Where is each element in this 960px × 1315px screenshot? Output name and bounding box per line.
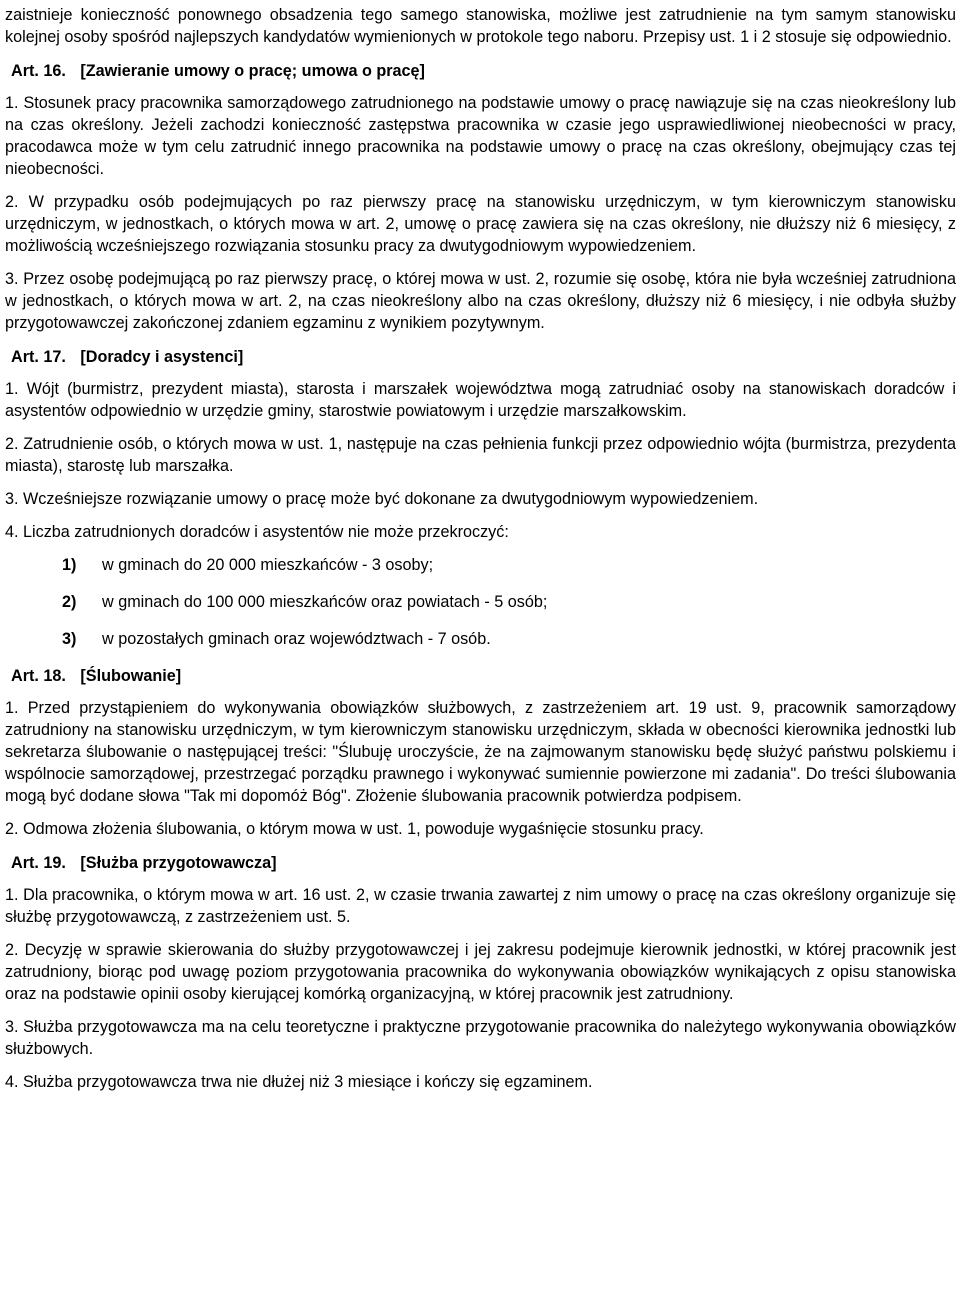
article-title: [Doradcy i asystenci] [80,348,244,366]
article-19 [5,852,956,1093]
article-17 [5,346,956,650]
list-item-number: 3) [62,630,77,648]
article-number: Art. 17. [11,348,66,366]
list-item [62,628,956,650]
article-paragraph: 3. Służba przygotowawcza ma na celu teoretyczne i praktyczne przygotowanie pracownika do należytego wykonywania obowiązków służbowych. [5,1018,956,1058]
article-paragraph: 1. Stosunek pracy pracownika samorządowego zatrudnionego na podstawie umowy o pracę nawiązuje się na czas nieokreślony lub na czas określony. Jeżeli zachodzi konieczność zastępstwa pracownika w czasie jego usprawiedliwionej nieobecności w pracy, pracodawca może w tym celu zatrudnić innego pracownika na podstawie umowy o pracę na czas określony, obejmujący czas tej nieobecności. [5,94,956,178]
article-title: [Zawieranie umowy o pracę; umowa o pracę] [80,62,425,80]
article-paragraph: 2. W przypadku osób podejmujących po raz pierwszy pracę na stanowisku urzędniczym, w tym kierowniczym stanowisku urzędniczym, w jednostkach, o których mowa w art. 2, umowę o pracę zawiera się na czas określony, nie dłuższy niż 6 miesięcy, z możliwością wcześniejszego rozwiązania stosunku pracy za dwutygodniowym wypowiedzeniem. [5,193,956,255]
list-item-number: 2) [62,593,77,611]
article-paragraph: 2. Decyzję w sprawie skierowania do służby przygotowawczej i jej zakresu podejmuje kierownik jednostki, w której pracownik jest zatrudniony, biorąc pod uwagę poziom przygotowania pracownika do wykonywania obowiązków wynikających z opisu stanowiska oraz na podstawie opinii osoby kierującej komórką organizacyjną, w której pracownik jest zatrudniony. [5,941,956,1003]
article-title: [Służba przygotowawcza] [80,854,277,872]
article-heading [5,60,956,82]
list-item-text: w gminach do 100 000 mieszkańców oraz powiatach - 5 osób; [102,593,548,611]
article-paragraph: 3. Przez osobę podejmującą po raz pierwszy pracę, o której mowa w ust. 2, rozumie się osobę, która nie była wcześniej zatrudniona w jednostkach, o których mowa w art. 2, na czas nieokreślony albo na czas określony, dłuższy niż 6 miesięcy, i nie odbyła służby przygotowawczej zakończonej zdaniem egzaminu z wynikiem pozytywnym. [5,270,956,332]
list-item [62,554,956,576]
article-number: Art. 18. [11,667,66,685]
article-paragraph: 1. Wójt (burmistrz, prezydent miasta), starosta i marszałek województwa mogą zatrudniać osoby na stanowiskach doradców i asystentów odpowiednio w urzędzie gminy, starostwie powiatowym i urzędzie marszałkowskim. [5,380,956,420]
document-page [0,4,960,1093]
article-heading [5,852,956,874]
article-heading [5,665,956,687]
article-paragraph: 4. Służba przygotowawcza trwa nie dłużej niż 3 miesiące i kończy się egzaminem. [5,1073,593,1091]
article-18 [5,665,956,840]
article-number: Art. 19. [11,854,66,872]
article-heading [5,346,956,368]
article-paragraph: 2. Zatrudnienie osób, o których mowa w ust. 1, następuje na czas pełnienia funkcji przez odpowiednio wójta (burmistrza, prezydenta miasta), starostę lub marszałka. [5,435,956,475]
article-paragraph: 3. Wcześniejsze rozwiązanie umowy o pracę może być dokonane za dwutygodniowym wypowiedzeniem. [5,490,759,508]
article-paragraph: 2. Odmowa złożenia ślubowania, o którym mowa w ust. 1, powoduje wygaśnięcie stosunku pracy. [5,820,704,838]
list-item-number: 1) [62,556,77,574]
article-title: [Ślubowanie] [80,667,182,685]
list-item-text: w pozostałych gminach oraz województwach - 7 osób. [102,630,491,648]
article-paragraph: 1. Dla pracownika, o którym mowa w art. 16 ust. 2, w czasie trwania zawartej z nim umowy o pracę na czas określony organizuje się służbę przygotowawczą, z zastrzeżeniem ust. 5. [5,886,956,926]
article-16 [5,60,956,334]
article-paragraph: 4. Liczba zatrudnionych doradców i asystentów nie może przekroczyć: [5,523,509,541]
list-item [62,591,956,613]
article-number: Art. 16. [11,62,66,80]
article-paragraph: 1. Przed przystąpieniem do wykonywania obowiązków służbowych, z zastrzeżeniem art. 19 ust. 9, pracownik samorządowy zatrudniony na stanowisku urzędniczym, w tym kierowniczym stanowisku urzędniczym, składa w obecności kierownika jednostki lub sekretarza ślubowanie o następującej treści: "Ślubuję uroczyście, że na zajmowanym stanowisku będę służyć państwu polskiemu i wspólnocie samorządowej, przestrzegać porządku prawnego i wykonywać sumiennie powierzone mi zadania". Do treści ślubowania mogą być dodane słowa "Tak mi dopomóż Bóg". Złożenie ślubowania pracownik potwierdza podpisem. [5,699,956,805]
list-item-text: w gminach do 20 000 mieszkańców - 3 osoby; [102,556,434,574]
intro-paragraph: zaistnieje konieczność ponownego obsadzenia tego samego stanowiska, możliwe jest zatrudnienie na tym samym stanowisku kolejnej osoby spośród najlepszych kandydatów wymienionych w protokole tego naboru. Przepisy ust. 1 i 2 stosuje się odpowiednio. [5,6,956,46]
